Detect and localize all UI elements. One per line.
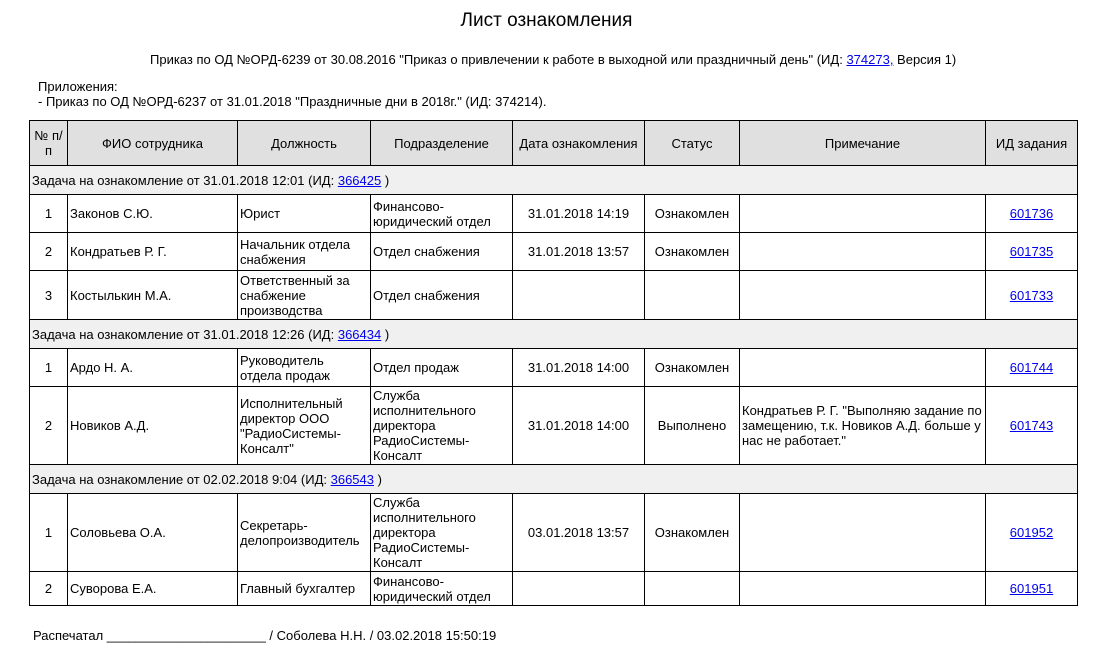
group-label-text: Задача на ознакомление от 31.01.2018 12:01 (ИД: [32,172,338,188]
cell-department: Финансово-юридический отдел [371,572,513,606]
col-header-position: Должность [238,121,371,166]
cell-status: Ознакомлен [645,195,740,233]
group-id-link[interactable]: 366425 [337,172,382,188]
col-header-date: Дата ознакомления [513,121,645,166]
cell-status: Выполнено [645,387,740,465]
group-label [30,166,1078,195]
cell-date: 31.01.2018 13:57 [513,233,645,271]
cell-status: Ознакомлен [645,349,740,387]
cell-status: Ознакомлен [645,494,740,572]
group-label-suffix: ) [381,326,390,342]
cell-fio: Новиков А.Д. [68,387,238,465]
cell-task-id [986,494,1078,572]
cell-department: Отдел снабжения [371,271,513,320]
cell-position: Руководитель отдела продаж [238,349,371,387]
task-id-link[interactable]: 601733 [1009,287,1054,303]
cell-date: 31.01.2018 14:19 [513,195,645,233]
cell-department: Служба исполнительного директора РадиоСистемы-Консалт [371,494,513,572]
cell-task-id [986,349,1078,387]
cell-department: Служба исполнительного директора РадиоСистемы-Консалт [371,387,513,465]
cell-num: 3 [30,271,68,320]
order-id-link[interactable]: 374273, [846,52,894,67]
cell-num: 1 [30,494,68,572]
cell-position: Юрист [238,195,371,233]
table-row [30,271,1078,320]
cell-status [645,572,740,606]
cell-fio: Кондратьев Р. Г. [68,233,238,271]
printed-by-footer: Распечатал ______________________ / Соболева Н.Н. / 03.02.2018 15:50:19 [33,628,497,643]
cell-fio: Законов С.Ю. [68,195,238,233]
cell-note [740,494,986,572]
cell-position: Секретарь-делопроизводитель [238,494,371,572]
order-version: Версия 1) [893,52,957,67]
cell-date [513,271,645,320]
cell-position: Исполнительный директор ООО "РадиоСистемы-Консалт" [238,387,371,465]
cell-status: Ознакомлен [645,233,740,271]
order-text: Приказ по ОД №ОРД-6239 от 30.08.2016 "Приказ о привлечении к работе в выходной или праздничный день" (ИД: [150,52,847,67]
task-id-link[interactable]: 601743 [1009,418,1054,433]
col-header-status: Статус [645,121,740,166]
cell-task-id [986,195,1078,233]
table-row [30,195,1078,233]
acknowledgement-table [29,120,1078,606]
cell-position: Ответственный за снабжение производства [238,271,371,320]
cell-date: 03.01.2018 13:57 [513,494,645,572]
attachments-label: Приложения: [38,79,118,94]
cell-num: 2 [30,572,68,606]
cell-date: 31.01.2018 14:00 [513,387,645,465]
cell-fio: Костылькин М.А. [68,271,238,320]
cell-task-id [986,233,1078,271]
cell-num: 2 [30,233,68,271]
cell-position: Главный бухгалтер [238,572,371,606]
cell-department: Отдел продаж [371,349,513,387]
cell-note [740,349,986,387]
col-header-fio: ФИО сотрудника [68,121,238,166]
cell-date [513,572,645,606]
group-label-text: Задача на ознакомление от 02.02.2018 9:04 (ИД: [32,471,331,487]
cell-note [740,233,986,271]
group-row [30,320,1078,349]
group-label [30,465,1078,494]
cell-status [645,271,740,320]
attachments [38,79,546,109]
cell-fio: Суворова Е.А. [68,572,238,606]
page-title: Лист ознакомления [460,10,633,31]
group-label-suffix: ) [381,172,390,188]
table-row [30,349,1078,387]
col-header-department: Подразделение [371,121,513,166]
col-header-num: № п/п [30,121,68,166]
table-row [30,387,1078,465]
cell-num: 1 [30,195,68,233]
cell-note [740,195,986,233]
table-row [30,233,1078,271]
group-label-suffix: ) [374,471,382,487]
group-id-link[interactable]: 366434 [337,326,382,342]
order-line [150,52,956,67]
attachment-item: - Приказ по ОД №ОРД-6237 от 31.01.2018 "Праздничные дни в 2018г." (ИД: 374214). [38,94,547,109]
cell-num: 2 [30,387,68,465]
cell-task-id [986,271,1078,320]
cell-note: Кондратьев Р. Г. "Выполняю задание по замещению, т.к. Новиков А.Д. больше у нас не работает." [740,387,986,465]
cell-department: Отдел снабжения [371,233,513,271]
cell-fio: Ардо Н. А. [68,349,238,387]
task-id-link[interactable]: 601951 [1009,581,1054,596]
cell-note [740,572,986,606]
cell-task-id [986,387,1078,465]
table-header-row [30,121,1078,166]
task-id-link[interactable]: 601952 [1009,525,1054,540]
col-header-task-id: ИД задания [986,121,1078,166]
group-row [30,465,1078,494]
group-label-text: Задача на ознакомление от 31.01.2018 12:26 (ИД: [32,326,338,342]
task-id-link[interactable]: 601736 [1009,206,1054,221]
group-row [30,166,1078,195]
cell-note [740,271,986,320]
cell-position: Начальник отдела снабжения [238,233,371,271]
cell-department: Финансово-юридический отдел [371,195,513,233]
group-label [30,320,1078,349]
table-row [30,494,1078,572]
task-id-link[interactable]: 601744 [1009,360,1054,375]
cell-fio: Соловьева О.А. [68,494,238,572]
cell-num: 1 [30,349,68,387]
group-id-link[interactable]: 366543 [330,471,374,487]
table-row [30,572,1078,606]
cell-task-id [986,572,1078,606]
col-header-note: Примечание [740,121,986,166]
task-id-link[interactable]: 601735 [1009,244,1054,259]
cell-date: 31.01.2018 14:00 [513,349,645,387]
